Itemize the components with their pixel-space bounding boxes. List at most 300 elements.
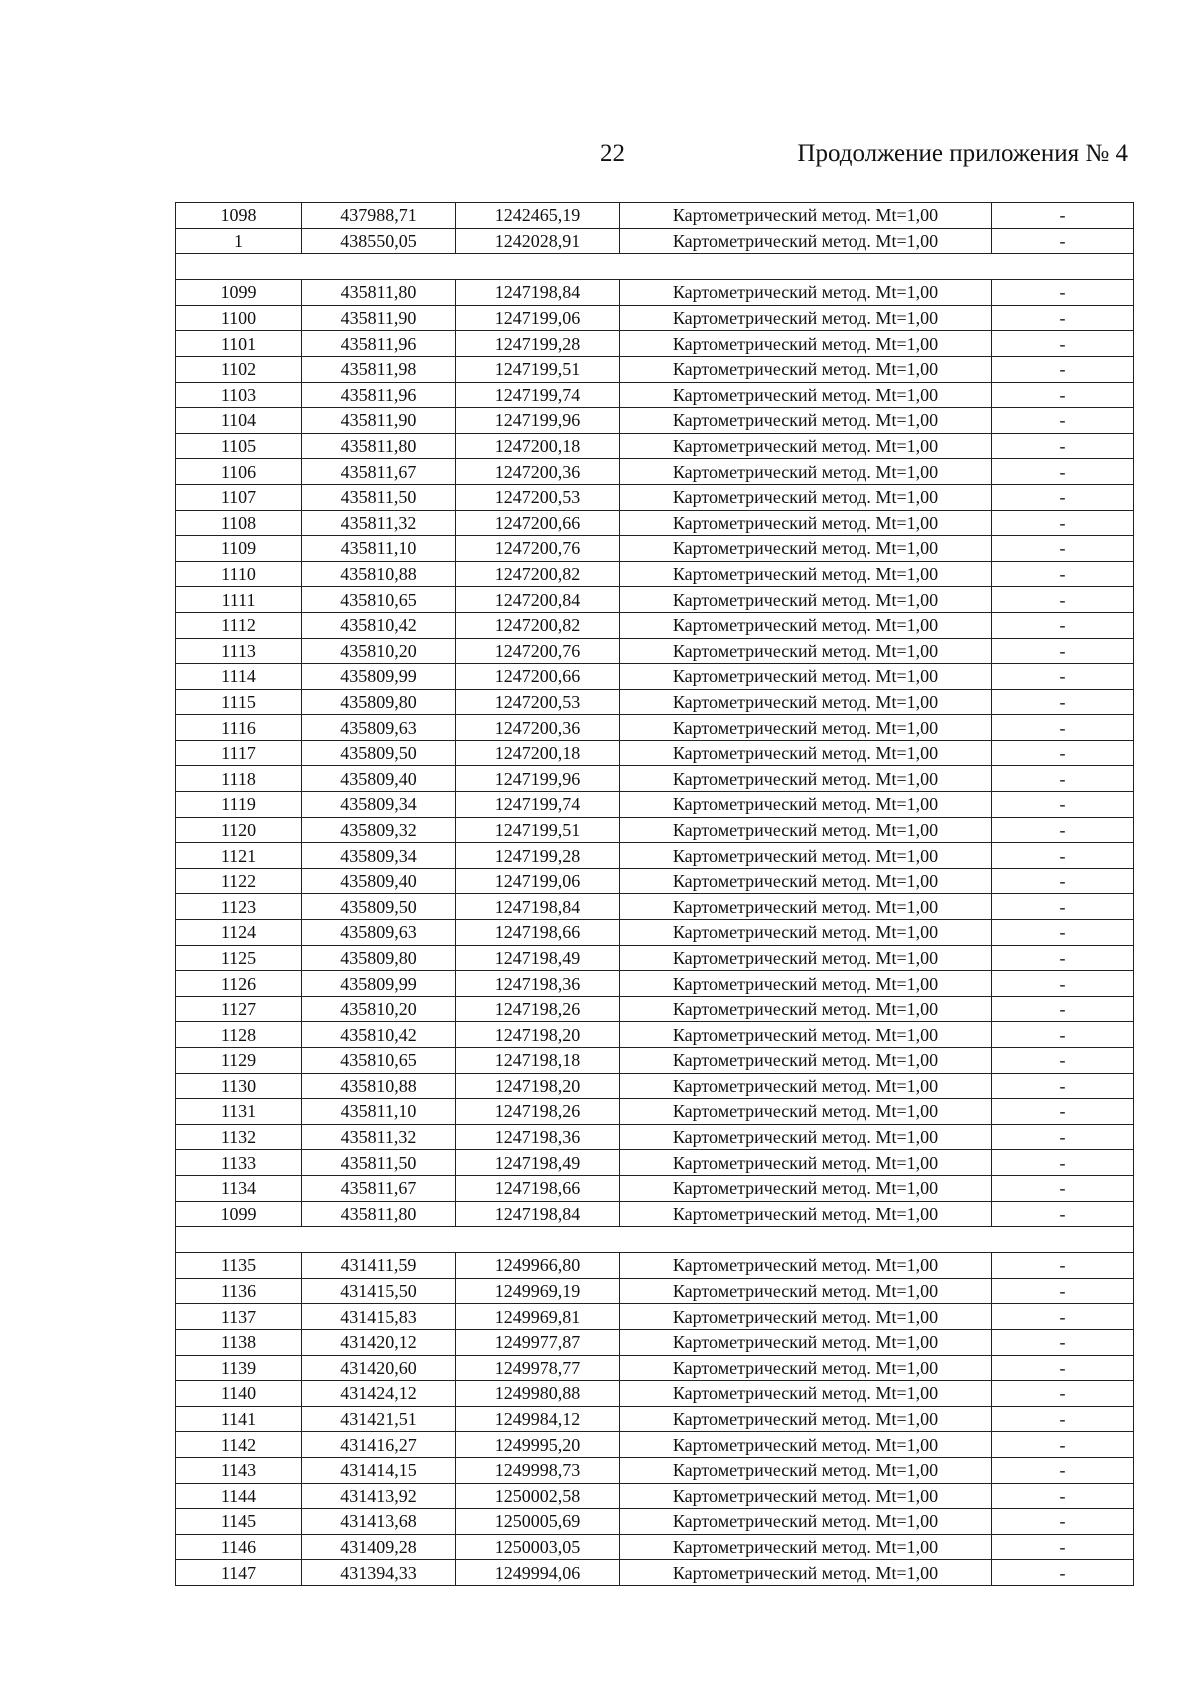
table-row [176, 561, 1134, 587]
table-row [176, 305, 1134, 331]
appendix-title: Продолжение приложения № 4 [797, 140, 1128, 167]
method-cell: Картометрический метод. Mt=1,00 [620, 740, 992, 766]
table-row [176, 664, 1134, 690]
y-coordinate-cell: 1247200,66 [456, 664, 620, 690]
point-number-cell: 1101 [176, 331, 302, 357]
y-coordinate-cell: 1247200,84 [456, 587, 620, 613]
table-row [176, 484, 1134, 510]
note-cell: - [992, 1355, 1134, 1381]
point-number-cell: 1103 [176, 382, 302, 408]
method-cell: Картометрический метод. Mt=1,00 [620, 408, 992, 434]
y-coordinate-cell: 1249969,81 [456, 1304, 620, 1330]
method-cell: Картометрический метод. Mt=1,00 [620, 612, 992, 638]
method-cell: Картометрический метод. Mt=1,00 [620, 1534, 992, 1560]
x-coordinate-cell: 435811,80 [302, 1201, 456, 1227]
point-number-cell: 1108 [176, 510, 302, 536]
method-cell: Картометрический метод. Mt=1,00 [620, 484, 992, 510]
page-header [0, 140, 1200, 180]
point-number-cell: 1138 [176, 1329, 302, 1355]
note-cell: - [992, 1073, 1134, 1099]
method-cell: Картометрический метод. Mt=1,00 [620, 843, 992, 869]
note-cell: - [992, 510, 1134, 536]
table-row [176, 1381, 1134, 1407]
table-row [176, 1406, 1134, 1432]
method-cell: Картометрический метод. Mt=1,00 [620, 1329, 992, 1355]
point-number-cell: 1136 [176, 1278, 302, 1304]
note-cell: - [992, 280, 1134, 306]
table-row [176, 920, 1134, 946]
x-coordinate-cell: 431415,50 [302, 1278, 456, 1304]
y-coordinate-cell: 1247199,06 [456, 868, 620, 894]
y-coordinate-cell: 1247199,96 [456, 408, 620, 434]
method-cell: Картометрический метод. Mt=1,00 [620, 1022, 992, 1048]
y-coordinate-cell: 1247200,18 [456, 433, 620, 459]
note-cell: - [992, 1381, 1134, 1407]
x-coordinate-cell: 435811,67 [302, 1175, 456, 1201]
y-coordinate-cell: 1249998,73 [456, 1457, 620, 1483]
note-cell: - [992, 996, 1134, 1022]
method-cell: Картометрический метод. Mt=1,00 [620, 664, 992, 690]
x-coordinate-cell: 435810,65 [302, 1048, 456, 1074]
x-coordinate-cell: 435809,63 [302, 920, 456, 946]
point-number-cell: 1123 [176, 894, 302, 920]
table-row [176, 587, 1134, 613]
y-coordinate-cell: 1247198,49 [456, 1150, 620, 1176]
point-number-cell: 1130 [176, 1073, 302, 1099]
table-row [176, 382, 1134, 408]
method-cell: Картометрический метод. Mt=1,00 [620, 1201, 992, 1227]
point-number-cell: 1112 [176, 612, 302, 638]
y-coordinate-cell: 1247199,28 [456, 331, 620, 357]
point-number-cell: 1099 [176, 1201, 302, 1227]
x-coordinate-cell: 435809,80 [302, 689, 456, 715]
x-coordinate-cell: 435809,99 [302, 664, 456, 690]
coordinates-table-body [176, 203, 1134, 1586]
note-cell: - [992, 1329, 1134, 1355]
table-row [176, 1432, 1134, 1458]
table-row [176, 1201, 1134, 1227]
x-coordinate-cell: 431421,51 [302, 1406, 456, 1432]
x-coordinate-cell: 431416,27 [302, 1432, 456, 1458]
y-coordinate-cell: 1250005,69 [456, 1509, 620, 1535]
y-coordinate-cell: 1247198,18 [456, 1048, 620, 1074]
point-number-cell: 1132 [176, 1124, 302, 1150]
x-coordinate-cell: 438550,05 [302, 228, 456, 254]
y-coordinate-cell: 1247199,51 [456, 356, 620, 382]
y-coordinate-cell: 1247200,82 [456, 612, 620, 638]
method-cell: Картометрический метод. Mt=1,00 [620, 305, 992, 331]
y-coordinate-cell: 1247199,28 [456, 843, 620, 869]
page-number: 22 [600, 140, 625, 167]
point-number-cell: 1 [176, 228, 302, 254]
table-row [176, 945, 1134, 971]
x-coordinate-cell: 435811,90 [302, 408, 456, 434]
point-number-cell: 1144 [176, 1483, 302, 1509]
note-cell: - [992, 1022, 1134, 1048]
note-cell: - [992, 1406, 1134, 1432]
y-coordinate-cell: 1242028,91 [456, 228, 620, 254]
table-row [176, 408, 1134, 434]
y-coordinate-cell: 1247198,66 [456, 920, 620, 946]
point-number-cell: 1118 [176, 766, 302, 792]
y-coordinate-cell: 1247200,76 [456, 638, 620, 664]
point-number-cell: 1111 [176, 587, 302, 613]
method-cell: Картометрический метод. Mt=1,00 [620, 1073, 992, 1099]
method-cell: Картометрический метод. Mt=1,00 [620, 971, 992, 997]
point-number-cell: 1129 [176, 1048, 302, 1074]
x-coordinate-cell: 435810,42 [302, 612, 456, 638]
method-cell: Картометрический метод. Mt=1,00 [620, 817, 992, 843]
point-number-cell: 1110 [176, 561, 302, 587]
table-row [176, 1048, 1134, 1074]
x-coordinate-cell: 435810,42 [302, 1022, 456, 1048]
note-cell: - [992, 894, 1134, 920]
note-cell: - [992, 536, 1134, 562]
point-number-cell: 1107 [176, 484, 302, 510]
table-row [176, 228, 1134, 254]
point-number-cell: 1134 [176, 1175, 302, 1201]
x-coordinate-cell: 435811,50 [302, 1150, 456, 1176]
method-cell: Картометрический метод. Mt=1,00 [620, 203, 992, 229]
method-cell: Картометрический метод. Mt=1,00 [620, 1099, 992, 1125]
table-row [176, 612, 1134, 638]
y-coordinate-cell: 1247199,06 [456, 305, 620, 331]
x-coordinate-cell: 431413,68 [302, 1509, 456, 1535]
x-coordinate-cell: 435811,80 [302, 280, 456, 306]
x-coordinate-cell: 435809,40 [302, 766, 456, 792]
point-number-cell: 1109 [176, 536, 302, 562]
table-row [176, 868, 1134, 894]
table-row [176, 433, 1134, 459]
note-cell: - [992, 1124, 1134, 1150]
note-cell: - [992, 356, 1134, 382]
note-cell: - [992, 1048, 1134, 1074]
group-separator-row [176, 254, 1134, 280]
point-number-cell: 1119 [176, 792, 302, 818]
table-row [176, 536, 1134, 562]
note-cell: - [992, 1278, 1134, 1304]
x-coordinate-cell: 431409,28 [302, 1534, 456, 1560]
x-coordinate-cell: 435811,80 [302, 433, 456, 459]
note-cell: - [992, 920, 1134, 946]
y-coordinate-cell: 1247198,49 [456, 945, 620, 971]
y-coordinate-cell: 1249984,12 [456, 1406, 620, 1432]
note-cell: - [992, 766, 1134, 792]
x-coordinate-cell: 435810,88 [302, 1073, 456, 1099]
method-cell: Картометрический метод. Mt=1,00 [620, 1457, 992, 1483]
y-coordinate-cell: 1249978,77 [456, 1355, 620, 1381]
method-cell: Картометрический метод. Mt=1,00 [620, 331, 992, 357]
note-cell: - [992, 1509, 1134, 1535]
method-cell: Картометрический метод. Mt=1,00 [620, 1278, 992, 1304]
point-number-cell: 1102 [176, 356, 302, 382]
y-coordinate-cell: 1247200,76 [456, 536, 620, 562]
y-coordinate-cell: 1247198,84 [456, 280, 620, 306]
y-coordinate-cell: 1247200,36 [456, 715, 620, 741]
x-coordinate-cell: 435809,34 [302, 843, 456, 869]
table-row [176, 1253, 1134, 1279]
point-number-cell: 1117 [176, 740, 302, 766]
y-coordinate-cell: 1247198,20 [456, 1022, 620, 1048]
y-coordinate-cell: 1242465,19 [456, 203, 620, 229]
point-number-cell: 1126 [176, 971, 302, 997]
note-cell: - [992, 1560, 1134, 1586]
group-separator-row [176, 1227, 1134, 1253]
table-row [176, 1329, 1134, 1355]
point-number-cell: 1124 [176, 920, 302, 946]
y-coordinate-cell: 1247198,20 [456, 1073, 620, 1099]
point-number-cell: 1098 [176, 203, 302, 229]
y-coordinate-cell: 1250003,05 [456, 1534, 620, 1560]
point-number-cell: 1120 [176, 817, 302, 843]
x-coordinate-cell: 435810,65 [302, 587, 456, 613]
method-cell: Картометрический метод. Mt=1,00 [620, 920, 992, 946]
y-coordinate-cell: 1247200,18 [456, 740, 620, 766]
note-cell: - [992, 459, 1134, 485]
x-coordinate-cell: 431411,59 [302, 1253, 456, 1279]
method-cell: Картометрический метод. Mt=1,00 [620, 868, 992, 894]
point-number-cell: 1114 [176, 664, 302, 690]
y-coordinate-cell: 1247200,82 [456, 561, 620, 587]
method-cell: Картометрический метод. Mt=1,00 [620, 1406, 992, 1432]
note-cell: - [992, 868, 1134, 894]
table-row [176, 459, 1134, 485]
y-coordinate-cell: 1249977,87 [456, 1329, 620, 1355]
table-row [176, 203, 1134, 229]
point-number-cell: 1140 [176, 1381, 302, 1407]
method-cell: Картометрический метод. Mt=1,00 [620, 459, 992, 485]
method-cell: Картометрический метод. Mt=1,00 [620, 945, 992, 971]
y-coordinate-cell: 1247198,84 [456, 894, 620, 920]
y-coordinate-cell: 1249966,80 [456, 1253, 620, 1279]
y-coordinate-cell: 1247200,36 [456, 459, 620, 485]
method-cell: Картометрический метод. Mt=1,00 [620, 1355, 992, 1381]
table-row [176, 1560, 1134, 1586]
point-number-cell: 1146 [176, 1534, 302, 1560]
method-cell: Картометрический метод. Mt=1,00 [620, 1483, 992, 1509]
method-cell: Картометрический метод. Mt=1,00 [620, 356, 992, 382]
table-row [176, 894, 1134, 920]
table-row [176, 817, 1134, 843]
point-number-cell: 1147 [176, 1560, 302, 1586]
x-coordinate-cell: 435811,32 [302, 510, 456, 536]
point-number-cell: 1143 [176, 1457, 302, 1483]
method-cell: Картометрический метод. Mt=1,00 [620, 1048, 992, 1074]
note-cell: - [992, 1253, 1134, 1279]
method-cell: Картометрический метод. Mt=1,00 [620, 1253, 992, 1279]
point-number-cell: 1133 [176, 1150, 302, 1176]
x-coordinate-cell: 431414,15 [302, 1457, 456, 1483]
table-row [176, 1355, 1134, 1381]
method-cell: Картометрический метод. Mt=1,00 [620, 638, 992, 664]
note-cell: - [992, 587, 1134, 613]
table-row [176, 1124, 1134, 1150]
table-row [176, 792, 1134, 818]
table-row [176, 996, 1134, 1022]
table-row [176, 1278, 1134, 1304]
note-cell: - [992, 792, 1134, 818]
table-row [176, 1534, 1134, 1560]
y-coordinate-cell: 1247199,74 [456, 792, 620, 818]
y-coordinate-cell: 1247198,26 [456, 996, 620, 1022]
y-coordinate-cell: 1247199,74 [456, 382, 620, 408]
x-coordinate-cell: 431394,33 [302, 1560, 456, 1586]
note-cell: - [992, 331, 1134, 357]
note-cell: - [992, 382, 1134, 408]
note-cell: - [992, 971, 1134, 997]
x-coordinate-cell: 435811,96 [302, 382, 456, 408]
table-row [176, 1022, 1134, 1048]
point-number-cell: 1104 [176, 408, 302, 434]
note-cell: - [992, 484, 1134, 510]
table-row [176, 1457, 1134, 1483]
note-cell: - [992, 408, 1134, 434]
note-cell: - [992, 715, 1134, 741]
y-coordinate-cell: 1249994,06 [456, 1560, 620, 1586]
note-cell: - [992, 740, 1134, 766]
table-row [176, 1099, 1134, 1125]
note-cell: - [992, 689, 1134, 715]
note-cell: - [992, 638, 1134, 664]
method-cell: Картометрический метод. Mt=1,00 [620, 1304, 992, 1330]
note-cell: - [992, 817, 1134, 843]
table-row [176, 356, 1134, 382]
y-coordinate-cell: 1247200,53 [456, 689, 620, 715]
y-coordinate-cell: 1247198,36 [456, 1124, 620, 1150]
point-number-cell: 1121 [176, 843, 302, 869]
table-row [176, 766, 1134, 792]
table-row [176, 971, 1134, 997]
y-coordinate-cell: 1247200,53 [456, 484, 620, 510]
note-cell: - [992, 1304, 1134, 1330]
x-coordinate-cell: 437988,71 [302, 203, 456, 229]
note-cell: - [992, 305, 1134, 331]
method-cell: Картометрический метод. Mt=1,00 [620, 894, 992, 920]
note-cell: - [992, 561, 1134, 587]
method-cell: Картометрический метод. Mt=1,00 [620, 1560, 992, 1586]
note-cell: - [992, 1432, 1134, 1458]
x-coordinate-cell: 435811,90 [302, 305, 456, 331]
point-number-cell: 1145 [176, 1509, 302, 1535]
table-row [176, 1304, 1134, 1330]
group-separator-cell [176, 1227, 1134, 1253]
method-cell: Картометрический метод. Mt=1,00 [620, 1175, 992, 1201]
note-cell: - [992, 433, 1134, 459]
method-cell: Картометрический метод. Mt=1,00 [620, 792, 992, 818]
x-coordinate-cell: 435809,34 [302, 792, 456, 818]
x-coordinate-cell: 435810,20 [302, 996, 456, 1022]
note-cell: - [992, 228, 1134, 254]
x-coordinate-cell: 435809,99 [302, 971, 456, 997]
table-row [176, 280, 1134, 306]
x-coordinate-cell: 435811,50 [302, 484, 456, 510]
point-number-cell: 1137 [176, 1304, 302, 1330]
method-cell: Картометрический метод. Mt=1,00 [620, 1432, 992, 1458]
note-cell: - [992, 203, 1134, 229]
point-number-cell: 1128 [176, 1022, 302, 1048]
x-coordinate-cell: 431420,12 [302, 1329, 456, 1355]
table-row [176, 638, 1134, 664]
y-coordinate-cell: 1249995,20 [456, 1432, 620, 1458]
method-cell: Картометрический метод. Mt=1,00 [620, 433, 992, 459]
y-coordinate-cell: 1247198,84 [456, 1201, 620, 1227]
method-cell: Картометрический метод. Mt=1,00 [620, 1124, 992, 1150]
y-coordinate-cell: 1247199,96 [456, 766, 620, 792]
y-coordinate-cell: 1247200,66 [456, 510, 620, 536]
point-number-cell: 1127 [176, 996, 302, 1022]
note-cell: - [992, 1483, 1134, 1509]
method-cell: Картометрический метод. Mt=1,00 [620, 561, 992, 587]
x-coordinate-cell: 435811,67 [302, 459, 456, 485]
table-row [176, 1150, 1134, 1176]
y-coordinate-cell: 1247198,26 [456, 1099, 620, 1125]
x-coordinate-cell: 435811,10 [302, 536, 456, 562]
table-row [176, 1509, 1134, 1535]
method-cell: Картометрический метод. Mt=1,00 [620, 536, 992, 562]
y-coordinate-cell: 1247199,51 [456, 817, 620, 843]
note-cell: - [992, 945, 1134, 971]
x-coordinate-cell: 435811,96 [302, 331, 456, 357]
table-row [176, 1175, 1134, 1201]
point-number-cell: 1115 [176, 689, 302, 715]
point-number-cell: 1105 [176, 433, 302, 459]
method-cell: Картометрический метод. Mt=1,00 [620, 1509, 992, 1535]
method-cell: Картометрический метод. Mt=1,00 [620, 996, 992, 1022]
y-coordinate-cell: 1249969,19 [456, 1278, 620, 1304]
method-cell: Картометрический метод. Mt=1,00 [620, 280, 992, 306]
method-cell: Картометрический метод. Mt=1,00 [620, 715, 992, 741]
y-coordinate-cell: 1249980,88 [456, 1381, 620, 1407]
note-cell: - [992, 1534, 1134, 1560]
note-cell: - [992, 612, 1134, 638]
x-coordinate-cell: 431424,12 [302, 1381, 456, 1407]
note-cell: - [992, 1457, 1134, 1483]
table-row [176, 510, 1134, 536]
x-coordinate-cell: 435809,32 [302, 817, 456, 843]
table-row [176, 740, 1134, 766]
point-number-cell: 1100 [176, 305, 302, 331]
table-row [176, 331, 1134, 357]
x-coordinate-cell: 431413,92 [302, 1483, 456, 1509]
method-cell: Картометрический метод. Mt=1,00 [620, 1150, 992, 1176]
point-number-cell: 1122 [176, 868, 302, 894]
x-coordinate-cell: 435809,50 [302, 894, 456, 920]
method-cell: Картометрический метод. Mt=1,00 [620, 382, 992, 408]
method-cell: Картометрический метод. Mt=1,00 [620, 766, 992, 792]
x-coordinate-cell: 431420,60 [302, 1355, 456, 1381]
x-coordinate-cell: 435809,40 [302, 868, 456, 894]
x-coordinate-cell: 435810,20 [302, 638, 456, 664]
x-coordinate-cell: 431415,83 [302, 1304, 456, 1330]
method-cell: Картометрический метод. Mt=1,00 [620, 1381, 992, 1407]
point-number-cell: 1141 [176, 1406, 302, 1432]
x-coordinate-cell: 435811,32 [302, 1124, 456, 1150]
x-coordinate-cell: 435810,88 [302, 561, 456, 587]
table-row [176, 689, 1134, 715]
table-row [176, 843, 1134, 869]
point-number-cell: 1099 [176, 280, 302, 306]
point-number-cell: 1131 [176, 1099, 302, 1125]
y-coordinate-cell: 1247198,66 [456, 1175, 620, 1201]
x-coordinate-cell: 435811,98 [302, 356, 456, 382]
x-coordinate-cell: 435809,50 [302, 740, 456, 766]
method-cell: Картометрический метод. Mt=1,00 [620, 228, 992, 254]
y-coordinate-cell: 1247198,36 [456, 971, 620, 997]
note-cell: - [992, 1150, 1134, 1176]
point-number-cell: 1106 [176, 459, 302, 485]
method-cell: Картометрический метод. Mt=1,00 [620, 689, 992, 715]
x-coordinate-cell: 435809,63 [302, 715, 456, 741]
